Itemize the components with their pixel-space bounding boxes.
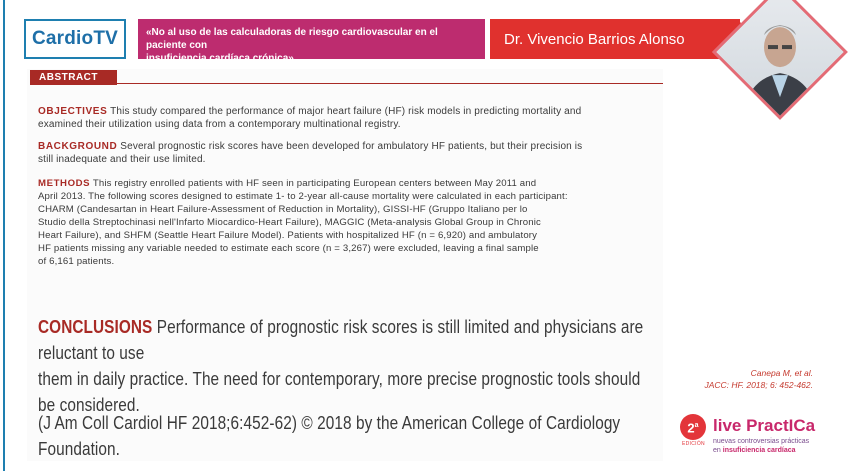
- abstract-label: ABSTRACT: [30, 70, 117, 85]
- abstract-divider: [117, 83, 663, 84]
- conclusions-keyword: CONCLUSIONS: [38, 316, 153, 337]
- live-practica-logo: [680, 414, 840, 462]
- edition-label: EDICIÓN: [682, 441, 705, 447]
- background-paragraph: [38, 140, 648, 166]
- talk-title-banner: [138, 19, 485, 64]
- methods-line-3: CHARM (Candesartan in Heart Failure-Assessment of Reduction in Mortality), GISSI-HF (Gruppo Italiano per lo: [38, 204, 528, 215]
- event-subtitle-1: nuevas controversias prácticas: [713, 438, 810, 445]
- citation-journal: JACC: HF. 2018; 6: 452-462.: [704, 380, 813, 390]
- conclusions-line-2: them in daily practice. The need for contemporary, more precise prognostic tools should be considered.: [38, 368, 641, 415]
- journal-reference: (J Am Coll Cardiol HF 2018;6:452-62) © 2018 by the American College of Cardiology Foundation.: [38, 412, 621, 459]
- methods-line-6: HF patients missing any variable needed to estimate each score (n = 3,267) were excluded, leaving a final sample: [38, 243, 539, 254]
- methods-line-5: Heart Failure), and SHFM (Seattle Heart Failure Model). Patients with hospitalized HF (n = 6,920) and ambulatory: [38, 230, 538, 241]
- conclusions-line-3-block: [38, 410, 644, 462]
- citation: [704, 367, 813, 391]
- methods-line-7: of 6,161 patients.: [38, 256, 115, 267]
- objectives-line-2: examined their utilization using data from a contemporary multinational registry.: [38, 119, 401, 130]
- conclusions-line-1: Performance of prognostic risk scores is still limited and physicians are reluctant to use: [38, 316, 644, 363]
- objectives-paragraph: [38, 105, 648, 131]
- methods-line-2: April 2013. The following scores designed to estimate 1- to 2-year all-cause mortality were calculated in each participant:: [38, 191, 568, 202]
- talk-title-line-2: insuficiencia cardíaca crónica»: [146, 53, 294, 64]
- background-line-1: Several prognostic risk scores have been developed for ambulatory HF patients, but their precision is: [120, 141, 583, 152]
- objectives-line-1: This study compared the performance of major heart failure (HF) risk models in predicting mortality and: [110, 106, 582, 117]
- edition-badge: 2$^a$: [680, 414, 706, 440]
- methods-keyword: METHODS: [38, 178, 91, 189]
- methods-line-4: Studio della Streptochinasi nell'Infarto Miocardico-Heart Failure), MAGGIC (Meta-analysis Global Group in Chronic: [38, 217, 541, 228]
- logo-text: CardioTV: [31, 28, 119, 49]
- speaker-video: [716, 8, 840, 114]
- speaker-name-banner: [490, 19, 740, 59]
- background-keyword: BACKGROUND: [38, 141, 118, 152]
- methods-line-1: This registry enrolled patients with HF seen in participating European centers between May 2011 and: [92, 178, 537, 189]
- speaker-name: Dr. Vivencio Barrios Alonso: [504, 30, 685, 48]
- speaker-video-feed: [712, 0, 848, 120]
- citation-authors: Canepa M, et al.: [750, 368, 813, 378]
- event-subtitle-2: en insuficiencia cardíaca: [713, 447, 796, 454]
- background-line-2: still inadequate and their use limited.: [38, 154, 206, 165]
- conclusions-paragraph: [38, 314, 644, 366]
- objectives-keyword: OBJECTIVES: [38, 106, 108, 117]
- left-accent-rule: [3, 0, 5, 471]
- methods-paragraph: [38, 177, 648, 268]
- event-name: live PractICa: [713, 416, 816, 435]
- speaker-video-diamond-frame: [712, 0, 848, 120]
- speaker-silhouette-icon: [712, 0, 848, 120]
- talk-title-line-1: «No al uso de las calculadoras de riesgo cardiovascular en el paciente con: [146, 27, 438, 51]
- cardiotv-logo: [24, 19, 126, 59]
